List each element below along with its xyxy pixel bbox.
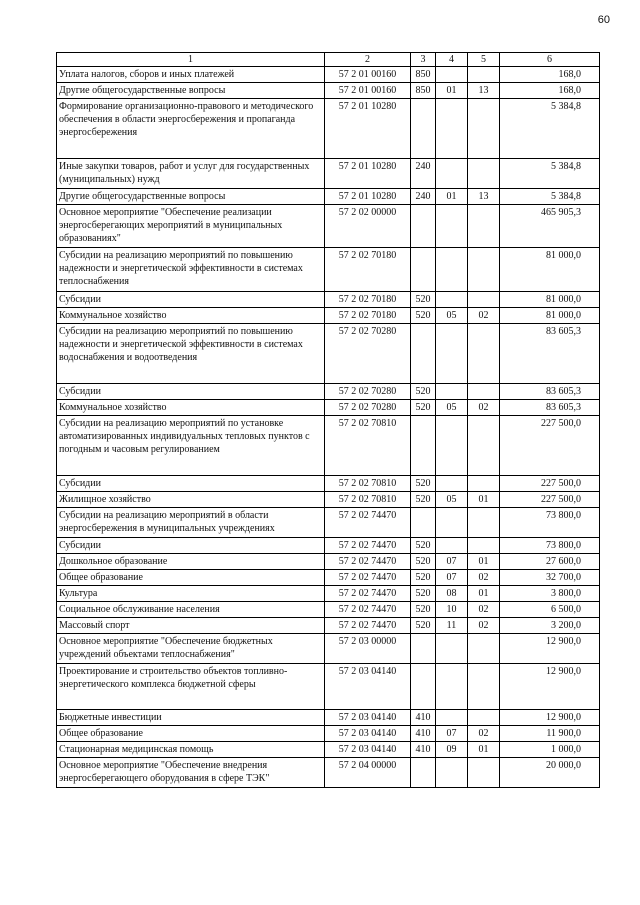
row-section bbox=[436, 99, 468, 159]
row-subsection: 02 bbox=[468, 570, 500, 586]
row-name: Другие общегосударственные вопросы bbox=[57, 83, 325, 99]
row-section bbox=[436, 324, 468, 384]
row-subsection bbox=[468, 384, 500, 400]
row-name: Основное мероприятие "Обеспечение внедрения энергосберегающего оборудования в сфере ТЭК" bbox=[57, 758, 325, 788]
row-expense-type: 410 bbox=[411, 742, 436, 758]
row-subsection: 02 bbox=[468, 308, 500, 324]
table-row bbox=[57, 205, 600, 248]
row-target-code: 57 2 01 00160 bbox=[325, 67, 411, 83]
table-row bbox=[57, 99, 600, 159]
row-target-code: 57 2 02 74470 bbox=[325, 602, 411, 618]
row-target-code: 57 2 02 70810 bbox=[325, 416, 411, 476]
row-subsection: 01 bbox=[468, 586, 500, 602]
row-target-code: 57 2 03 04140 bbox=[325, 742, 411, 758]
row-target-code: 57 2 03 04140 bbox=[325, 664, 411, 710]
row-amount: 83 605,3 bbox=[500, 400, 600, 416]
row-amount: 227 500,0 bbox=[500, 416, 600, 476]
row-section bbox=[436, 710, 468, 726]
row-expense-type: 520 bbox=[411, 400, 436, 416]
table-row bbox=[57, 710, 600, 726]
row-amount: 227 500,0 bbox=[500, 476, 600, 492]
table-row bbox=[57, 416, 600, 476]
row-subsection: 02 bbox=[468, 602, 500, 618]
row-name: Формирование организационно-правового и методического обеспечения в области энергосбережения и пропаганда энергосбережения bbox=[57, 99, 325, 159]
column-header: 6 bbox=[500, 53, 600, 67]
row-expense-type: 850 bbox=[411, 67, 436, 83]
row-expense-type: 520 bbox=[411, 308, 436, 324]
row-section bbox=[436, 67, 468, 83]
row-section bbox=[436, 634, 468, 664]
row-expense-type: 520 bbox=[411, 292, 436, 308]
row-subsection: 13 bbox=[468, 83, 500, 99]
table-row bbox=[57, 324, 600, 384]
row-target-code: 57 2 02 74470 bbox=[325, 586, 411, 602]
row-expense-type bbox=[411, 664, 436, 710]
row-amount: 81 000,0 bbox=[500, 308, 600, 324]
row-amount: 81 000,0 bbox=[500, 248, 600, 292]
table-row bbox=[57, 634, 600, 664]
row-section bbox=[436, 664, 468, 710]
row-subsection bbox=[468, 664, 500, 710]
row-target-code: 57 2 02 70280 bbox=[325, 324, 411, 384]
page-number: 60 bbox=[597, 14, 610, 26]
row-section: 08 bbox=[436, 586, 468, 602]
column-header: 2 bbox=[325, 53, 411, 67]
row-expense-type bbox=[411, 634, 436, 664]
row-expense-type bbox=[411, 324, 436, 384]
table-row bbox=[57, 67, 600, 83]
row-subsection bbox=[468, 99, 500, 159]
row-section bbox=[436, 384, 468, 400]
row-target-code: 57 2 01 10280 bbox=[325, 189, 411, 205]
table-body bbox=[57, 67, 600, 788]
row-section: 01 bbox=[436, 83, 468, 99]
row-subsection bbox=[468, 508, 500, 538]
table-row bbox=[57, 538, 600, 554]
row-target-code: 57 2 02 74470 bbox=[325, 554, 411, 570]
budget-table bbox=[56, 52, 600, 788]
row-target-code: 57 2 02 70180 bbox=[325, 292, 411, 308]
row-expense-type: 520 bbox=[411, 476, 436, 492]
row-section bbox=[436, 292, 468, 308]
row-name: Основное мероприятие "Обеспечение бюджетных учреждений объектами теплоснабжения" bbox=[57, 634, 325, 664]
row-name: Коммунальное хозяйство bbox=[57, 400, 325, 416]
row-expense-type: 520 bbox=[411, 492, 436, 508]
row-target-code: 57 2 02 70180 bbox=[325, 248, 411, 292]
row-target-code: 57 2 01 00160 bbox=[325, 83, 411, 99]
row-subsection bbox=[468, 476, 500, 492]
table-row bbox=[57, 508, 600, 538]
row-subsection bbox=[468, 67, 500, 83]
row-amount: 73 800,0 bbox=[500, 508, 600, 538]
row-section: 09 bbox=[436, 742, 468, 758]
row-amount: 6 500,0 bbox=[500, 602, 600, 618]
table-header-row bbox=[57, 53, 600, 67]
row-subsection bbox=[468, 159, 500, 189]
row-name: Общее образование bbox=[57, 726, 325, 742]
row-name: Уплата налогов, сборов и иных платежей bbox=[57, 67, 325, 83]
row-section bbox=[436, 508, 468, 538]
row-subsection: 13 bbox=[468, 189, 500, 205]
row-amount: 32 700,0 bbox=[500, 570, 600, 586]
row-target-code: 57 2 02 74470 bbox=[325, 538, 411, 554]
row-target-code: 57 2 02 70280 bbox=[325, 400, 411, 416]
row-name: Субсидии на реализацию мероприятий в области энергосбережения в муниципальных учреждениях bbox=[57, 508, 325, 538]
row-name: Культура bbox=[57, 586, 325, 602]
table-row bbox=[57, 83, 600, 99]
row-section: 11 bbox=[436, 618, 468, 634]
row-amount: 5 384,8 bbox=[500, 159, 600, 189]
row-subsection: 01 bbox=[468, 742, 500, 758]
row-amount: 73 800,0 bbox=[500, 538, 600, 554]
table-row bbox=[57, 400, 600, 416]
table-row bbox=[57, 758, 600, 788]
row-expense-type bbox=[411, 99, 436, 159]
row-section: 05 bbox=[436, 400, 468, 416]
row-expense-type: 520 bbox=[411, 586, 436, 602]
row-expense-type bbox=[411, 508, 436, 538]
row-expense-type: 520 bbox=[411, 538, 436, 554]
row-target-code: 57 2 02 74470 bbox=[325, 618, 411, 634]
row-target-code: 57 2 01 10280 bbox=[325, 99, 411, 159]
row-name: Общее образование bbox=[57, 570, 325, 586]
row-name: Субсидии bbox=[57, 292, 325, 308]
column-header: 5 bbox=[468, 53, 500, 67]
row-subsection bbox=[468, 416, 500, 476]
row-name: Дошкольное образование bbox=[57, 554, 325, 570]
row-amount: 20 000,0 bbox=[500, 758, 600, 788]
row-name: Субсидии на реализацию мероприятий по установке автоматизированных индивидуальных тепловых пунктов с погодным и часовым регулированием bbox=[57, 416, 325, 476]
row-name: Социальное обслуживание населения bbox=[57, 602, 325, 618]
column-header: 4 bbox=[436, 53, 468, 67]
row-amount: 12 900,0 bbox=[500, 710, 600, 726]
row-section bbox=[436, 248, 468, 292]
table-row bbox=[57, 618, 600, 634]
row-name: Проектирование и строительство объектов топливно-энергетического комплекса бюджетной сферы bbox=[57, 664, 325, 710]
row-expense-type bbox=[411, 205, 436, 248]
row-amount: 83 605,3 bbox=[500, 324, 600, 384]
row-section bbox=[436, 159, 468, 189]
table-row bbox=[57, 554, 600, 570]
row-expense-type bbox=[411, 416, 436, 476]
row-target-code: 57 2 02 74470 bbox=[325, 570, 411, 586]
row-amount: 12 900,0 bbox=[500, 634, 600, 664]
row-target-code: 57 2 01 10280 bbox=[325, 159, 411, 189]
row-expense-type bbox=[411, 758, 436, 788]
row-target-code: 57 2 02 70810 bbox=[325, 476, 411, 492]
row-name: Бюджетные инвестиции bbox=[57, 710, 325, 726]
table-row bbox=[57, 602, 600, 618]
row-target-code: 57 2 04 00000 bbox=[325, 758, 411, 788]
row-section bbox=[436, 205, 468, 248]
row-expense-type: 520 bbox=[411, 618, 436, 634]
table-row bbox=[57, 308, 600, 324]
row-section: 05 bbox=[436, 308, 468, 324]
row-section bbox=[436, 416, 468, 476]
row-target-code: 57 2 03 00000 bbox=[325, 634, 411, 664]
table-row bbox=[57, 664, 600, 710]
table-row bbox=[57, 248, 600, 292]
row-section: 05 bbox=[436, 492, 468, 508]
row-subsection bbox=[468, 634, 500, 664]
row-subsection bbox=[468, 248, 500, 292]
row-expense-type: 520 bbox=[411, 570, 436, 586]
table-row bbox=[57, 159, 600, 189]
row-name: Стационарная медицинская помощь bbox=[57, 742, 325, 758]
row-amount: 465 905,3 bbox=[500, 205, 600, 248]
table-row bbox=[57, 726, 600, 742]
row-section: 10 bbox=[436, 602, 468, 618]
row-amount: 12 900,0 bbox=[500, 664, 600, 710]
row-expense-type: 520 bbox=[411, 384, 436, 400]
row-name: Субсидии bbox=[57, 384, 325, 400]
row-name: Субсидии на реализацию мероприятий по повышению надежности и энергетической эффективности в системах теплоснабжения bbox=[57, 248, 325, 292]
row-amount: 83 605,3 bbox=[500, 384, 600, 400]
row-expense-type bbox=[411, 248, 436, 292]
row-name: Жилищное хозяйство bbox=[57, 492, 325, 508]
row-name: Другие общегосударственные вопросы bbox=[57, 189, 325, 205]
row-target-code: 57 2 02 70810 bbox=[325, 492, 411, 508]
row-subsection: 01 bbox=[468, 554, 500, 570]
row-target-code: 57 2 03 04140 bbox=[325, 726, 411, 742]
row-subsection: 02 bbox=[468, 618, 500, 634]
row-subsection: 02 bbox=[468, 400, 500, 416]
row-expense-type: 410 bbox=[411, 726, 436, 742]
row-expense-type: 240 bbox=[411, 159, 436, 189]
row-section: 07 bbox=[436, 554, 468, 570]
row-target-code: 57 2 03 04140 bbox=[325, 710, 411, 726]
row-amount: 168,0 bbox=[500, 67, 600, 83]
table-row bbox=[57, 189, 600, 205]
table-row bbox=[57, 492, 600, 508]
row-expense-type: 240 bbox=[411, 189, 436, 205]
table-row bbox=[57, 384, 600, 400]
row-amount: 3 200,0 bbox=[500, 618, 600, 634]
row-subsection bbox=[468, 758, 500, 788]
row-subsection bbox=[468, 324, 500, 384]
row-name: Коммунальное хозяйство bbox=[57, 308, 325, 324]
row-amount: 5 384,8 bbox=[500, 99, 600, 159]
row-name: Иные закупки товаров, работ и услуг для государственных (муниципальных) нужд bbox=[57, 159, 325, 189]
row-section bbox=[436, 476, 468, 492]
row-target-code: 57 2 02 70280 bbox=[325, 384, 411, 400]
column-header: 1 bbox=[57, 53, 325, 67]
row-subsection bbox=[468, 205, 500, 248]
row-amount: 27 600,0 bbox=[500, 554, 600, 570]
row-subsection bbox=[468, 292, 500, 308]
row-section: 07 bbox=[436, 570, 468, 586]
row-section bbox=[436, 538, 468, 554]
row-target-code: 57 2 02 00000 bbox=[325, 205, 411, 248]
table-row bbox=[57, 742, 600, 758]
row-section: 01 bbox=[436, 189, 468, 205]
row-amount: 11 900,0 bbox=[500, 726, 600, 742]
row-subsection: 02 bbox=[468, 726, 500, 742]
row-section bbox=[436, 758, 468, 788]
row-name: Субсидии bbox=[57, 538, 325, 554]
row-amount: 81 000,0 bbox=[500, 292, 600, 308]
row-subsection bbox=[468, 710, 500, 726]
row-amount: 168,0 bbox=[500, 83, 600, 99]
row-name: Субсидии на реализацию мероприятий по повышению надежности и энергетической эффективности в системах водоснабжения и водоотведения bbox=[57, 324, 325, 384]
row-amount: 5 384,8 bbox=[500, 189, 600, 205]
row-expense-type: 850 bbox=[411, 83, 436, 99]
row-target-code: 57 2 02 70180 bbox=[325, 308, 411, 324]
row-amount: 3 800,0 bbox=[500, 586, 600, 602]
row-amount: 1 000,0 bbox=[500, 742, 600, 758]
column-header: 3 bbox=[411, 53, 436, 67]
row-subsection bbox=[468, 538, 500, 554]
row-name: Субсидии bbox=[57, 476, 325, 492]
row-target-code: 57 2 02 74470 bbox=[325, 508, 411, 538]
table-row bbox=[57, 292, 600, 308]
row-amount: 227 500,0 bbox=[500, 492, 600, 508]
table-row bbox=[57, 570, 600, 586]
row-subsection: 01 bbox=[468, 492, 500, 508]
table-row bbox=[57, 586, 600, 602]
row-name: Основное мероприятие "Обеспечение реализации энергосберегающих мероприятий в муниципальных образованиях" bbox=[57, 205, 325, 248]
table-row bbox=[57, 476, 600, 492]
row-expense-type: 520 bbox=[411, 554, 436, 570]
row-expense-type: 410 bbox=[411, 710, 436, 726]
row-expense-type: 520 bbox=[411, 602, 436, 618]
row-section: 07 bbox=[436, 726, 468, 742]
row-name: Массовый спорт bbox=[57, 618, 325, 634]
